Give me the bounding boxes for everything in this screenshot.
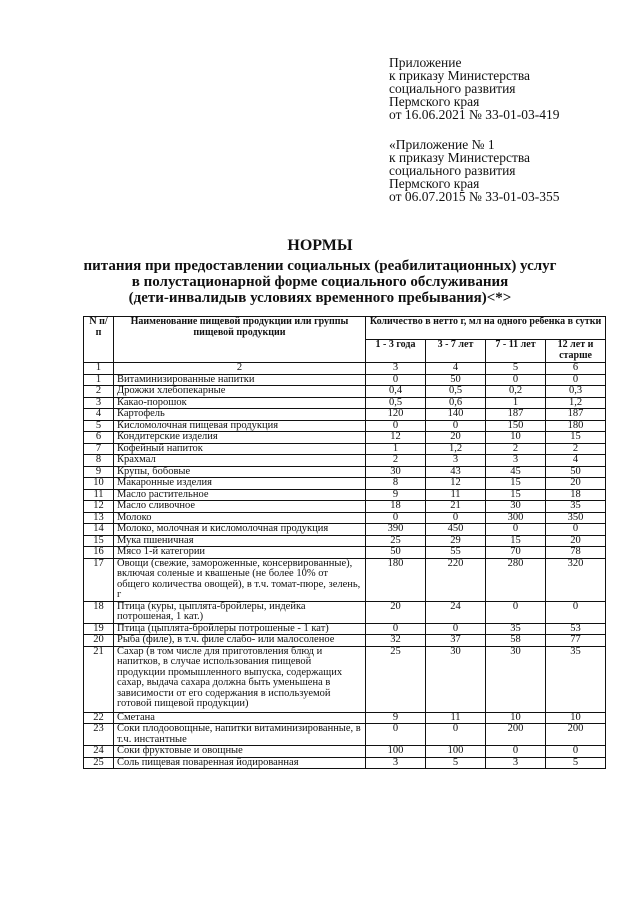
value-1-3: 9 — [366, 712, 426, 724]
value-12-plus: 0,3 — [546, 386, 606, 398]
header-age-group: 7 - 11 лет — [486, 340, 546, 363]
value-7-11: 15 — [486, 535, 546, 547]
value-1-3: 180 — [366, 558, 426, 601]
value-1-3: 100 — [366, 746, 426, 758]
value-12-plus: 1,2 — [546, 397, 606, 409]
value-1-3: 0,4 — [366, 386, 426, 398]
value-12-plus: 18 — [546, 489, 606, 501]
value-7-11: 0 — [486, 524, 546, 536]
value-7-11: 10 — [486, 712, 546, 724]
value-7-11: 0 — [486, 746, 546, 758]
value-1-3: 3 — [366, 757, 426, 769]
value-7-11: 150 — [486, 420, 546, 432]
value-7-11: 300 — [486, 512, 546, 524]
value-3-7: 12 — [426, 478, 486, 490]
value-3-7: 140 — [426, 409, 486, 421]
row-number: 22 — [84, 712, 114, 724]
product-name: Соль пищевая поваренная йодированная — [114, 757, 366, 769]
value-3-7: 5 — [426, 757, 486, 769]
value-3-7: 11 — [426, 712, 486, 724]
row-number: 1 — [84, 374, 114, 386]
value-1-3: 25 — [366, 646, 426, 712]
row-number: 11 — [84, 489, 114, 501]
value-1-3: 25 — [366, 535, 426, 547]
row-number: 2 — [84, 386, 114, 398]
row-number: 18 — [84, 601, 114, 623]
row-number: 7 — [84, 443, 114, 455]
value-12-plus: 20 — [546, 478, 606, 490]
value-7-11: 70 — [486, 547, 546, 559]
value-7-11: 1 — [486, 397, 546, 409]
value-3-7: 0 — [426, 623, 486, 635]
product-name: Макаронные изделия — [114, 478, 366, 490]
product-name: Масло сливочное — [114, 501, 366, 513]
value-1-3: 0 — [366, 420, 426, 432]
value-7-11: 30 — [486, 646, 546, 712]
product-name: Молоко, молочная и кисломолочная продукция — [114, 524, 366, 536]
header-line: Пермского края — [389, 176, 480, 191]
value-12-plus: 187 — [546, 409, 606, 421]
table-row — [84, 374, 606, 386]
row-number: 25 — [84, 757, 114, 769]
value-12-plus: 200 — [546, 724, 606, 746]
value-12-plus: 0 — [546, 524, 606, 536]
value-12-plus: 0 — [546, 601, 606, 623]
table-row — [84, 712, 606, 724]
table-row — [84, 746, 606, 758]
table-row — [84, 501, 606, 513]
row-number: 13 — [84, 512, 114, 524]
row-number: 19 — [84, 623, 114, 635]
value-7-11: 15 — [486, 478, 546, 490]
value-12-plus: 10 — [546, 712, 606, 724]
value-12-plus: 180 — [546, 420, 606, 432]
header-line: Пермского края — [389, 94, 480, 109]
value-3-7: 220 — [426, 558, 486, 601]
product-name: Овощи (свежие, замороженные, консервированные), включая соленые и квашеные (не более 10% от общего количества овощей), в т.ч. томат-пюре, зелень, г — [114, 558, 366, 601]
table-row — [84, 409, 606, 421]
header-line: социального развития — [389, 163, 516, 178]
value-1-3: 120 — [366, 409, 426, 421]
value-1-3: 0,5 — [366, 397, 426, 409]
value-1-3: 2 — [366, 455, 426, 467]
header-age-group: 12 лет и старше — [546, 340, 606, 363]
product-name: Сахар (в том числе для приготовления блюд и напитков, в случае использования пищевой продукции промышленного выпуска, содержащих сахар, выдача сахара должна быть уменьшена в зависимости от его содержания в используемой готовой пищевой продукции) — [114, 646, 366, 712]
product-name: Соки фруктовые и овощные — [114, 746, 366, 758]
value-7-11: 3 — [486, 757, 546, 769]
row-number: 12 — [84, 501, 114, 513]
value-7-11: 35 — [486, 623, 546, 635]
product-name: Молоко — [114, 512, 366, 524]
row-number: 15 — [84, 535, 114, 547]
value-7-11: 10 — [486, 432, 546, 444]
value-3-7: 0 — [426, 420, 486, 432]
value-3-7: 100 — [426, 746, 486, 758]
value-3-7: 43 — [426, 466, 486, 478]
row-number: 3 — [84, 397, 114, 409]
value-3-7: 0,5 — [426, 386, 486, 398]
title-line: питания при предоставлении социальных (реабилитационных) услуг — [83, 258, 557, 274]
table-row — [84, 635, 606, 647]
col-index: 2 — [114, 363, 366, 375]
row-number: 16 — [84, 547, 114, 559]
row-number: 14 — [84, 524, 114, 536]
table-row — [84, 512, 606, 524]
product-name: Сметана — [114, 712, 366, 724]
table-row — [84, 724, 606, 746]
value-1-3: 30 — [366, 466, 426, 478]
table-row — [84, 757, 606, 769]
table-row — [84, 478, 606, 490]
value-7-11: 280 — [486, 558, 546, 601]
row-number: 20 — [84, 635, 114, 647]
value-3-7: 55 — [426, 547, 486, 559]
table-row — [84, 420, 606, 432]
value-1-3: 0 — [366, 374, 426, 386]
value-7-11: 3 — [486, 455, 546, 467]
value-1-3: 9 — [366, 489, 426, 501]
header-line: к приказу Министерства — [389, 68, 531, 83]
row-number: 23 — [84, 724, 114, 746]
product-name: Птица (куры, цыплята-бройлеры, индейка потрошеная, 1 кат.) — [114, 601, 366, 623]
value-3-7: 3 — [426, 455, 486, 467]
table-row — [84, 601, 606, 623]
header-line: от 16.06.2021 № 33-01-03-419 — [389, 107, 560, 122]
header-number: N п/п — [84, 317, 114, 363]
value-7-11: 0,2 — [486, 386, 546, 398]
header-line: социального развития — [389, 81, 516, 96]
value-3-7: 29 — [426, 535, 486, 547]
table-row — [84, 623, 606, 635]
value-3-7: 0 — [426, 724, 486, 746]
row-number: 10 — [84, 478, 114, 490]
header-quantity: Количество в нетто г, мл на одного ребенка в сутки — [366, 317, 606, 340]
product-name: Птица (цыплята-бройлеры потрошеные - 1 кат) — [114, 623, 366, 635]
title-line: (дети-инвалидыв условиях временного пребывания)<*> — [128, 290, 512, 306]
header-age-group: 3 - 7 лет — [426, 340, 486, 363]
product-name: Дрожжи хлебопекарные — [114, 386, 366, 398]
header-line: от 06.07.2015 № 33-01-03-355 — [389, 189, 560, 204]
value-12-plus: 20 — [546, 535, 606, 547]
table-row — [84, 432, 606, 444]
value-3-7: 0 — [426, 512, 486, 524]
value-1-3: 8 — [366, 478, 426, 490]
table-row — [84, 524, 606, 536]
value-1-3: 0 — [366, 512, 426, 524]
col-index: 5 — [486, 363, 546, 375]
value-7-11: 30 — [486, 501, 546, 513]
value-12-plus: 350 — [546, 512, 606, 524]
value-3-7: 21 — [426, 501, 486, 513]
value-1-3: 1 — [366, 443, 426, 455]
value-1-3: 50 — [366, 547, 426, 559]
appendix-header — [389, 56, 629, 121]
product-name: Масло растительное — [114, 489, 366, 501]
col-index: 1 — [84, 363, 114, 375]
value-3-7: 11 — [426, 489, 486, 501]
value-12-plus: 2 — [546, 443, 606, 455]
value-12-plus: 77 — [546, 635, 606, 647]
value-7-11: 0 — [486, 374, 546, 386]
document-title — [0, 238, 640, 306]
product-name: Мука пшеничная — [114, 535, 366, 547]
value-12-plus: 50 — [546, 466, 606, 478]
value-3-7: 50 — [426, 374, 486, 386]
product-name: Кофейный напиток — [114, 443, 366, 455]
product-name: Крахмал — [114, 455, 366, 467]
value-12-plus: 5 — [546, 757, 606, 769]
row-number: 24 — [84, 746, 114, 758]
value-1-3: 20 — [366, 601, 426, 623]
value-3-7: 37 — [426, 635, 486, 647]
table-row — [84, 558, 606, 601]
header-line: к приказу Министерства — [389, 150, 531, 165]
value-12-plus: 53 — [546, 623, 606, 635]
product-name: Соки плодоовощные, напитки витаминизированные, в т.ч. инстантные — [114, 724, 366, 746]
value-12-plus: 78 — [546, 547, 606, 559]
col-index: 6 — [546, 363, 606, 375]
value-12-plus: 0 — [546, 374, 606, 386]
col-index: 3 — [366, 363, 426, 375]
value-7-11: 200 — [486, 724, 546, 746]
value-12-plus: 35 — [546, 646, 606, 712]
value-3-7: 1,2 — [426, 443, 486, 455]
table-row — [84, 646, 606, 712]
table-row — [84, 547, 606, 559]
row-number: 21 — [84, 646, 114, 712]
header-line: «Приложение № 1 — [389, 137, 495, 152]
value-1-3: 18 — [366, 501, 426, 513]
value-12-plus: 320 — [546, 558, 606, 601]
value-3-7: 0,6 — [426, 397, 486, 409]
product-name: Кондитерские изделия — [114, 432, 366, 444]
value-12-plus: 35 — [546, 501, 606, 513]
value-7-11: 0 — [486, 601, 546, 623]
table-row — [84, 466, 606, 478]
value-1-3: 32 — [366, 635, 426, 647]
column-index-row — [84, 363, 606, 375]
value-3-7: 450 — [426, 524, 486, 536]
product-name: Витаминизированные напитки — [114, 374, 366, 386]
table-row — [84, 535, 606, 547]
original-appendix-header — [389, 138, 629, 203]
table-row — [84, 386, 606, 398]
header-product-name: Наименование пищевой продукции или группы пищевой продукции — [114, 317, 366, 363]
product-name: Мясо 1-й категории — [114, 547, 366, 559]
value-3-7: 20 — [426, 432, 486, 444]
table-row — [84, 397, 606, 409]
col-index: 4 — [426, 363, 486, 375]
row-number: 17 — [84, 558, 114, 601]
header-line: Приложение — [389, 55, 462, 70]
title-main: НОРМЫ — [287, 237, 353, 254]
value-3-7: 24 — [426, 601, 486, 623]
value-1-3: 0 — [366, 623, 426, 635]
header-age-group: 1 - 3 года — [366, 340, 426, 363]
product-name: Крупы, бобовые — [114, 466, 366, 478]
row-number: 9 — [84, 466, 114, 478]
table-row — [84, 443, 606, 455]
value-12-plus: 15 — [546, 432, 606, 444]
value-1-3: 0 — [366, 724, 426, 746]
product-name: Какао-порошок — [114, 397, 366, 409]
product-name: Рыба (филе), в т.ч. филе слабо- или малосоленое — [114, 635, 366, 647]
row-number: 6 — [84, 432, 114, 444]
value-7-11: 15 — [486, 489, 546, 501]
value-3-7: 30 — [426, 646, 486, 712]
value-12-plus: 4 — [546, 455, 606, 467]
value-7-11: 45 — [486, 466, 546, 478]
product-name: Картофель — [114, 409, 366, 421]
table-row — [84, 489, 606, 501]
table-row — [84, 455, 606, 467]
row-number: 4 — [84, 409, 114, 421]
norms-table — [83, 316, 606, 769]
value-12-plus: 0 — [546, 746, 606, 758]
value-7-11: 187 — [486, 409, 546, 421]
row-number: 8 — [84, 455, 114, 467]
product-name: Кисломолочная пищевая продукция — [114, 420, 366, 432]
value-7-11: 2 — [486, 443, 546, 455]
value-7-11: 58 — [486, 635, 546, 647]
title-line: в полустационарной форме социального обслуживания — [131, 274, 509, 290]
row-number: 5 — [84, 420, 114, 432]
value-1-3: 390 — [366, 524, 426, 536]
value-1-3: 12 — [366, 432, 426, 444]
